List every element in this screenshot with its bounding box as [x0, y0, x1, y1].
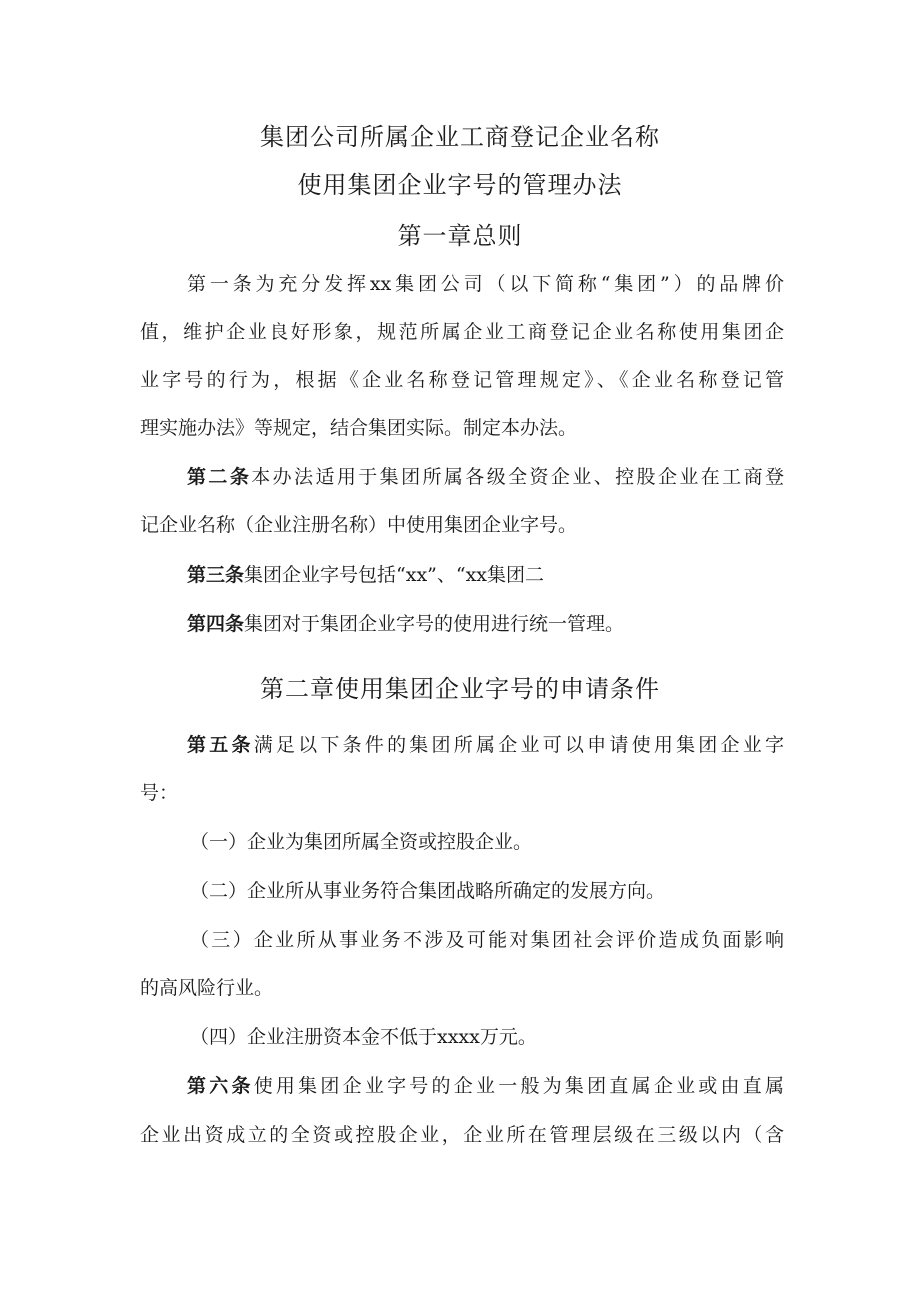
article-1-line-2: 值，维护企业良好形象，规范所属企业工商登记企业名称使用集团企	[140, 321, 784, 343]
article-6-label: 第六条	[187, 1075, 254, 1097]
article-1-line-4: 理实施办法》等规定，结合集团实际。制定本办法。	[140, 417, 578, 439]
article-3-label: 第三条	[187, 564, 245, 586]
article-2-line-2: 记企业名称（企业注册名称）中使用集团企业字号。	[140, 514, 578, 536]
article-4-label: 第四条	[187, 613, 245, 635]
article-6-text: 使用集团企业字号的企业一般为集团直属企业或由直属	[253, 1075, 784, 1097]
condition-item-1: （一）企业为集团所属全资或控股企业。	[190, 831, 533, 853]
article-5-line-2: 号：	[140, 782, 179, 804]
article-1-line-3: 业字号的行为，根据《企业名称登记管理规定》、《企业名称登记管	[140, 369, 784, 391]
document-title-line-2: 使用集团企业字号的管理办法	[297, 171, 623, 199]
chapter-2-heading: 第二章使用集团企业字号的申请条件	[260, 675, 660, 703]
article-6-line-2: 企业出资成立的全资或控股企业，企业所在管理层级在三级以内（含	[140, 1124, 784, 1146]
article-2-label: 第二条	[187, 466, 252, 488]
chapter-1-heading: 第一章总则	[397, 222, 523, 250]
article-3-line	[187, 561, 784, 589]
article-2-line-1	[187, 463, 784, 491]
article-1-line-1: 第一条为充分发挥xx集团公司（以下简称“集团”）的品牌价	[187, 273, 784, 295]
condition-item-3-line-2: 的高风险行业。	[140, 977, 274, 999]
article-4-line	[187, 610, 784, 638]
article-3-text: 集团企业字号包括“xx”、“xx集团二	[244, 564, 545, 586]
article-4-text: 集团对于集团企业字号的使用进行统一管理。	[244, 613, 625, 635]
condition-item-4: （四）企业注册资本金不低于xxxx万元。	[190, 1026, 537, 1048]
condition-item-3-line-1: （三）企业所从事业务不涉及可能对集团社会评价造成负面影响	[190, 929, 784, 951]
article-2-text: 本办法适用于集团所属各级全资企业、控股企业在工商登	[251, 466, 784, 488]
article-5-text: 满足以下条件的集团所属企业可以申请使用集团企业字	[253, 734, 784, 756]
condition-item-2: （二）企业所从事业务符合集团战略所确定的发展方向。	[190, 880, 666, 902]
article-6-line-1	[187, 1072, 784, 1100]
article-5-label: 第五条	[187, 734, 254, 756]
article-5-line-1	[187, 731, 784, 759]
document-title-line-1: 集团公司所属企业工商登记企业名称	[260, 123, 660, 151]
